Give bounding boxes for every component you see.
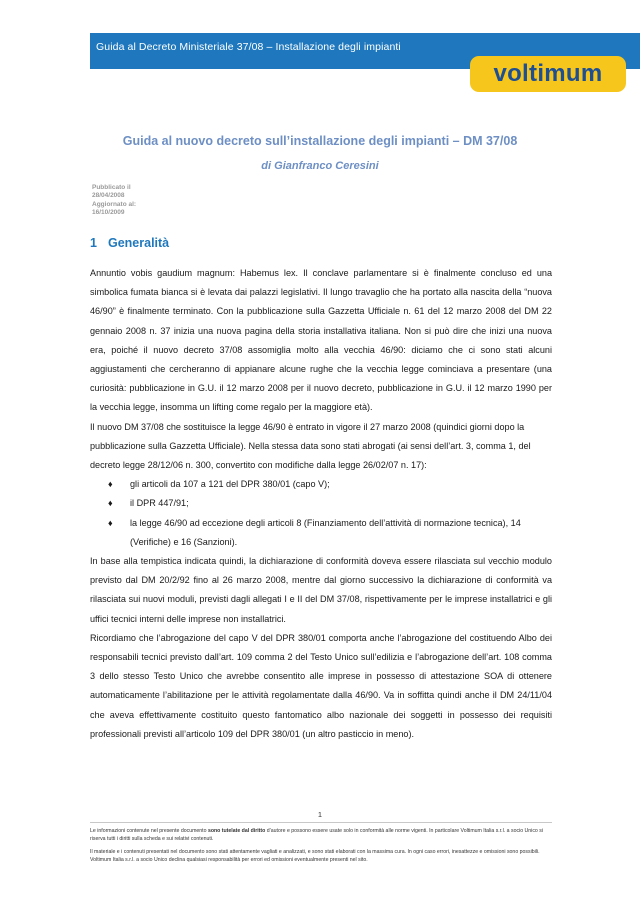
- list-item-text: il DPR 447/91;: [130, 498, 189, 509]
- document-title: Guida al nuovo decreto sull’installazione degli impianti – DM 37/08: [122, 134, 518, 148]
- section-number: 1: [90, 236, 97, 250]
- section-title: Generalità: [108, 236, 170, 250]
- voltimum-logo: [470, 56, 626, 92]
- updated-date: 16/10/2009: [92, 209, 125, 217]
- body-text: [90, 264, 552, 744]
- list-item-text: gli articoli da 107 a 121 del DPR 380/01 (capo V);: [130, 479, 330, 490]
- copyright-note-bold: sono tutelate dal diritto: [207, 828, 266, 834]
- document-author: [0, 160, 640, 172]
- paragraph-conformity: In base alla tempistica indicata quindi, la dichiarazione di conformità doveva essere rilasciata sul vecchio modulo previsto dal DM 20/2/92 fino al 26 marzo 2008, mentre dal giorno successivo la dichiarazione di conformità va rilasciata sui nuovi moduli, previsti dagli allegati I e II del DM 37/08, rispettivamente per le imprese installatrici e gli uffici tecnici interni delle imprese non installatrici.: [90, 556, 552, 624]
- diamond-bullet-icon: ♦: [108, 517, 113, 528]
- paragraph-abrogation: Ricordiamo che l’abrogazione del capo V del DPR 380/01 comporta anche l’abrogazione del costituendo Albo dei responsabili tecnici previsto dall’art. 109 comma 2 del Testo Unico sull’edilizia e l’abrogazione dell’art. 108 comma 3 dello stesso Testo Unico che avrebbe consentito alle imprese in possesso di attestazione SOA di ottenere automaticamente l’abilitazione per le attività regolamentate dalla 46/90. Va in soffitta quindi anche il DM 24/11/04 che aveva effettivamente costituito questo fantomatico albo nazionale dei soggetti in possesso dei requisiti professionali previsti all’articolo 109 del DPR 380/01 (un altro pasticcio in meno).: [90, 632, 552, 739]
- publication-meta: [92, 184, 136, 218]
- section-heading: [90, 236, 169, 250]
- paragraph-intro: Annuntio vobis gaudium magnum: Habemus lex. Il conclave parlamentare si è finalmente concluso ed una simbolica fumata bianca si è levata dai palazzi legislativi. Il lungo travaglio che ha portato alla nascita della “nuova 46/90” è finalmente terminato. Con la pubblicazione sulla Gazzetta Ufficiale n. 61 del 12 marzo 2008 del DM 22 gennaio 2008 n. 37 inizia una nuova pagina della storia installativa italiana. Non si può dire che inizi una nuova era, poiché il nuovo decreto 37/08 assomiglia molto alla vecchia 46/90: diciamo che ci sono stati alcuni aggiustamenti che cercheranno di appianare alcune rughe che la vecchia legge cominciava a presentare (una curiosità: pubblicazione in G.U. il 12 marzo 2008 per il nuovo decreto, pubblicazione in G.U. il 12 marzo 1990 per la vecchia legge, insomma un lifting come regalo per la maggiore età).: [90, 268, 552, 413]
- diamond-bullet-icon: ♦: [108, 498, 113, 509]
- published-label: Pubblicato il: [92, 184, 131, 191]
- copyright-note-part1: Le informazioni contenute nel presente documento: [90, 828, 208, 834]
- list-item: [90, 514, 552, 552]
- diamond-bullet-icon: ♦: [108, 479, 113, 490]
- logo-text: voltimum: [493, 60, 603, 87]
- copyright-note-part2: d’autore e possono essere usate solo in conformità alle norme vigenti. In particolare Voltimum Italia s.r.l. a socio Unico si riserva tutti i diritti sulla scheda e sui relativi contenuti.: [90, 828, 543, 842]
- published-date: 28/04/2008: [92, 192, 125, 200]
- footer-divider: [90, 822, 552, 823]
- copyright-note: [90, 828, 552, 843]
- disclaimer-note: Il materiale e i contenuti presentati nel documento sono stati attentamente vagliati e analizzati, e sono stati elaborati con la massima cura. In ogni caso errori, inesattezze e omissioni sono possibili. Voltimum Italia s.r.l. a socio Unico declina qualsiasi responsabilità per errori ed omissioni eventualmente presenti nel sito.: [90, 849, 540, 863]
- updated-label: Aggiornato al:: [92, 200, 137, 208]
- list-item: [90, 494, 552, 513]
- author-prefix: di: [261, 160, 272, 172]
- author-name: Gianfranco Ceresini: [274, 160, 379, 172]
- abrogations-list: [90, 475, 552, 552]
- paragraph-decree: Il nuovo DM 37/08 che sostituisce la legge 46/90 è entrato in vigore il 27 marzo 2008 (quindici giorni dopo la pubblicazione sulla Gazzetta Ufficiale). Nella stessa data sono stati abrogati (ai sensi dell’art. 3, comma 1, del decreto legge 28/12/06 n. 300, convertito con modifiche dalla legge 26/02/07 n. 17):: [90, 421, 531, 471]
- header-title: Guida al Decreto Ministeriale 37/08 – Installazione degli impianti: [96, 41, 401, 53]
- list-item: [90, 475, 552, 494]
- footer-notes: [90, 828, 552, 864]
- list-item-text: la legge 46/90 ad eccezione degli articoli 8 (Finanziamento dell’attività di normazione tecnica), 14 (Verifiche) e 16 (Sanzioni).: [130, 517, 521, 547]
- page-number: 1: [317, 810, 323, 819]
